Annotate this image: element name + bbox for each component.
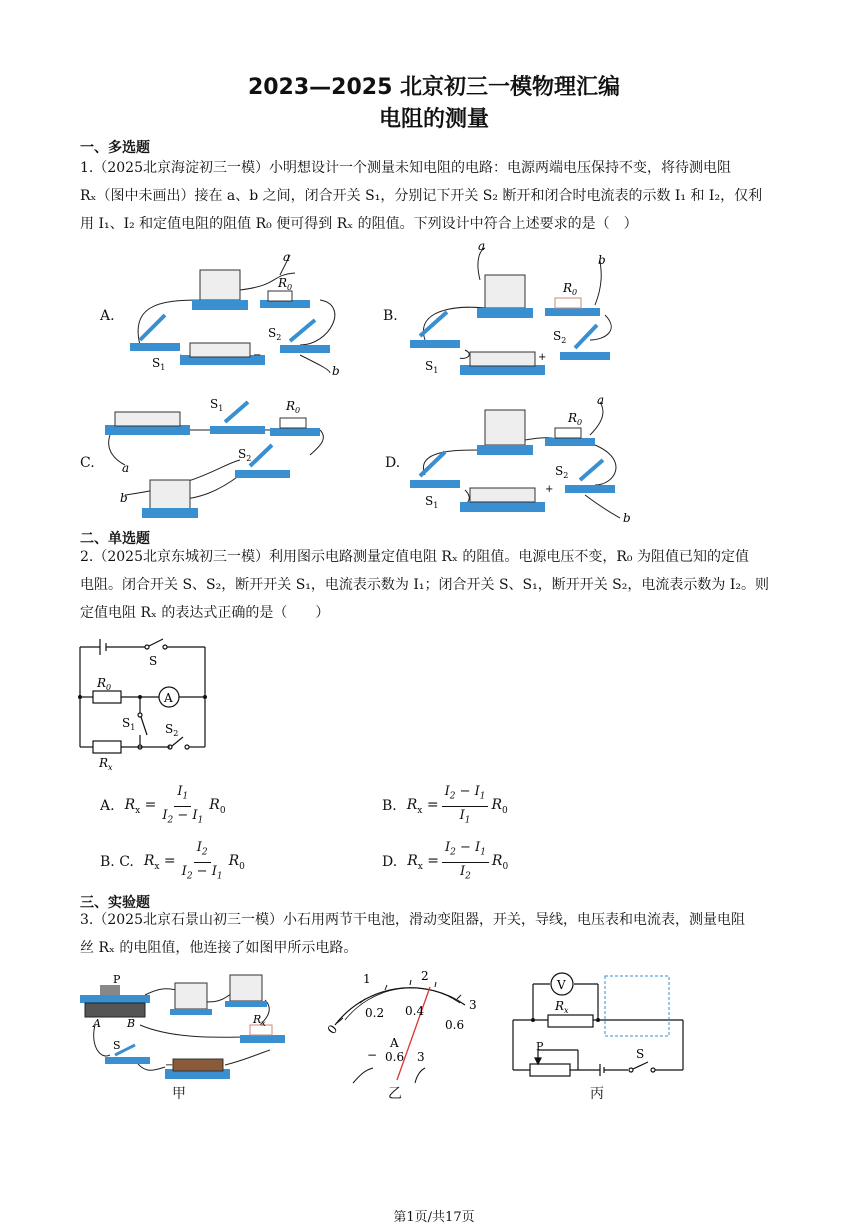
- q1-line-1: 1.（2025北京海淀初三一模）小明想设计一个测量未知电阻的电路：电源两端电压保持不变，将待测电阻: [80, 160, 731, 176]
- q1-line-3: 用 I₁、I₂ 和定值电阻的阻值 R₀ 便可得到 Rₓ 的阻值。下列设计中符合上述要求的是（ ）: [80, 216, 638, 232]
- q1-option-a-label: A.: [100, 308, 115, 324]
- q3-figure-bing-label: 丙: [590, 1086, 604, 1102]
- svg-text:R0: $R_0$: [568, 411, 583, 427]
- q3-figure-jia-label: 甲: [172, 1086, 186, 1102]
- q2-option-a: A. $R_x$ = $\frac{I_1}{I_2 - I_1}$ $R_0$: [100, 784, 226, 826]
- svg-text:V: V: [557, 978, 566, 992]
- svg-text:0.6: 0.6: [385, 1050, 405, 1064]
- svg-text:a: a: [478, 240, 486, 253]
- svg-text:S2: $S_2$: [268, 326, 282, 342]
- svg-text:a: a: [283, 250, 291, 264]
- q2-option-b-label: B.: [382, 798, 397, 815]
- section-heading-experiment: 三、实验题: [80, 895, 150, 911]
- svg-text:3: 3: [469, 998, 477, 1012]
- svg-text:a: a: [122, 461, 130, 475]
- q2-option-d: D. $R_x$ = $\frac{I_2 - I_1}{I_2}$ $R_0$: [382, 840, 509, 882]
- q2-option-c-label: B. C.: [100, 854, 134, 871]
- svg-text:R0: $R_0$: [278, 276, 293, 292]
- svg-text:S1: $S_1$: [425, 494, 439, 510]
- q2-option-a-label: A.: [100, 798, 115, 815]
- svg-text:Rx: $R_x$: [253, 1013, 266, 1028]
- svg-text:0.6: 0.6: [445, 1018, 465, 1032]
- svg-text:−: −: [367, 1048, 378, 1062]
- svg-text:3: 3: [417, 1050, 425, 1064]
- svg-text:−: −: [165, 1060, 174, 1071]
- q1-option-b-label: B.: [383, 308, 398, 324]
- svg-text:S: S: [636, 1047, 645, 1061]
- q2-line-1: 2.（2025北京东城初三一模）利用图示电路测量定值电阻 Rₓ 的阻值。电源电压不变，R₀ 为阻值已知的定值: [80, 549, 749, 565]
- section-heading-multi: 一、多选题: [80, 140, 150, 156]
- svg-text:R0: $R_0$: [286, 399, 301, 415]
- svg-text:S2: $S_2$: [165, 722, 179, 738]
- q3-figure-yi-ammeter: [305, 965, 485, 1090]
- svg-text:A: A: [390, 1036, 399, 1050]
- q1-option-c-circuit: [100, 390, 330, 525]
- q3-line-2: 丝 Rₓ 的电阻值，他连接了如图甲所示电路。: [80, 940, 358, 956]
- svg-text:S1: $S_1$: [152, 356, 166, 372]
- svg-text:b: b: [120, 491, 128, 505]
- q1-option-d-label: D.: [385, 455, 401, 471]
- q1-option-d-circuit: [405, 390, 635, 525]
- svg-text:Rx: $R_x$: [555, 999, 569, 1015]
- q1-line-2: Rₓ（图中未画出）接在 a、b 之间，闭合开关 S₁，分别记下开关 S₂ 断开和闭合时电流表的示数 I₁ 和 I₂，仅利: [80, 188, 763, 204]
- svg-text:S: S: [149, 654, 158, 668]
- svg-text:+: +: [538, 352, 547, 363]
- q1-option-c-label: C.: [80, 455, 95, 471]
- svg-text:S1: $S_1$: [425, 359, 439, 375]
- svg-text:2: 2: [421, 969, 429, 983]
- q2-option-b: B. $R_x$ = $\frac{I_2 - I_1}{I_1}$ $R_0$: [382, 784, 508, 826]
- page-subtitle: 电阻的测量: [378, 107, 489, 132]
- question-3-text: [80, 906, 792, 962]
- svg-text:A: A: [164, 691, 173, 705]
- svg-text:b: b: [623, 511, 631, 525]
- q3-figure-bing-circuit: [508, 970, 688, 1080]
- svg-text:S2: $S_2$: [553, 329, 567, 345]
- svg-text:1: 1: [363, 972, 371, 986]
- svg-text:S2: $S_2$: [555, 464, 569, 480]
- svg-text:R0: $R_0$: [97, 676, 112, 692]
- svg-text:S: S: [113, 1039, 121, 1052]
- svg-text:a: a: [597, 393, 605, 407]
- svg-text:B: B: [127, 1017, 136, 1030]
- question-2-text: [80, 543, 792, 627]
- page-number: 第1页/共17页: [393, 1210, 475, 1225]
- section-heading-single: 二、单选题: [80, 531, 150, 547]
- svg-text:R0: $R_0$: [563, 281, 578, 297]
- svg-text:S1: $S_1$: [122, 716, 136, 732]
- page-title: 2023—2025 北京初三一模物理汇编: [247, 75, 621, 100]
- svg-text:b: b: [332, 364, 340, 378]
- q2-line-3: 定值电阻 Rₓ 的表达式正确的是（ ）: [80, 605, 330, 621]
- q2-option-c: B. C. $R_x$ = $\frac{I_2}{I_2 - I_1}$ $R_0$: [100, 840, 245, 882]
- question-1-text: [80, 154, 792, 238]
- svg-text:P: P: [113, 973, 121, 986]
- svg-text:A: A: [93, 1017, 101, 1030]
- q2-circuit-diagram: [75, 635, 215, 775]
- q3-figure-jia: [75, 965, 290, 1090]
- svg-text:S2: $S_2$: [238, 447, 252, 463]
- svg-text:b: b: [598, 253, 606, 267]
- svg-text:S1: $S_1$: [210, 397, 224, 413]
- svg-text:0.4: 0.4: [405, 1004, 425, 1018]
- q3-figure-yi-label: 乙: [388, 1086, 402, 1102]
- svg-text:P: P: [536, 1040, 544, 1053]
- svg-text:0.2: 0.2: [365, 1006, 385, 1020]
- q1-option-a-circuit: [120, 245, 350, 380]
- q3-line-1: 3.（2025北京石景山初三一模）小石用两节干电池，滑动变阻器，开关，导线，电压表和电流表，测量电阻: [80, 912, 745, 928]
- q2-line-2: 电阻。闭合开关 S、S₂，断开开关 S₁，电流表示数为 I₁；闭合开关 S、S₁，断开开关 S₂，电流表示数为 I₂。则: [80, 577, 769, 593]
- q1-option-b-circuit: [405, 240, 635, 380]
- svg-text:0: 0: [324, 1022, 341, 1037]
- svg-text:−: −: [253, 350, 262, 361]
- q2-option-d-label: D.: [382, 854, 398, 871]
- svg-text:+: +: [545, 484, 554, 495]
- svg-text:Rx: $R_x$: [99, 756, 113, 772]
